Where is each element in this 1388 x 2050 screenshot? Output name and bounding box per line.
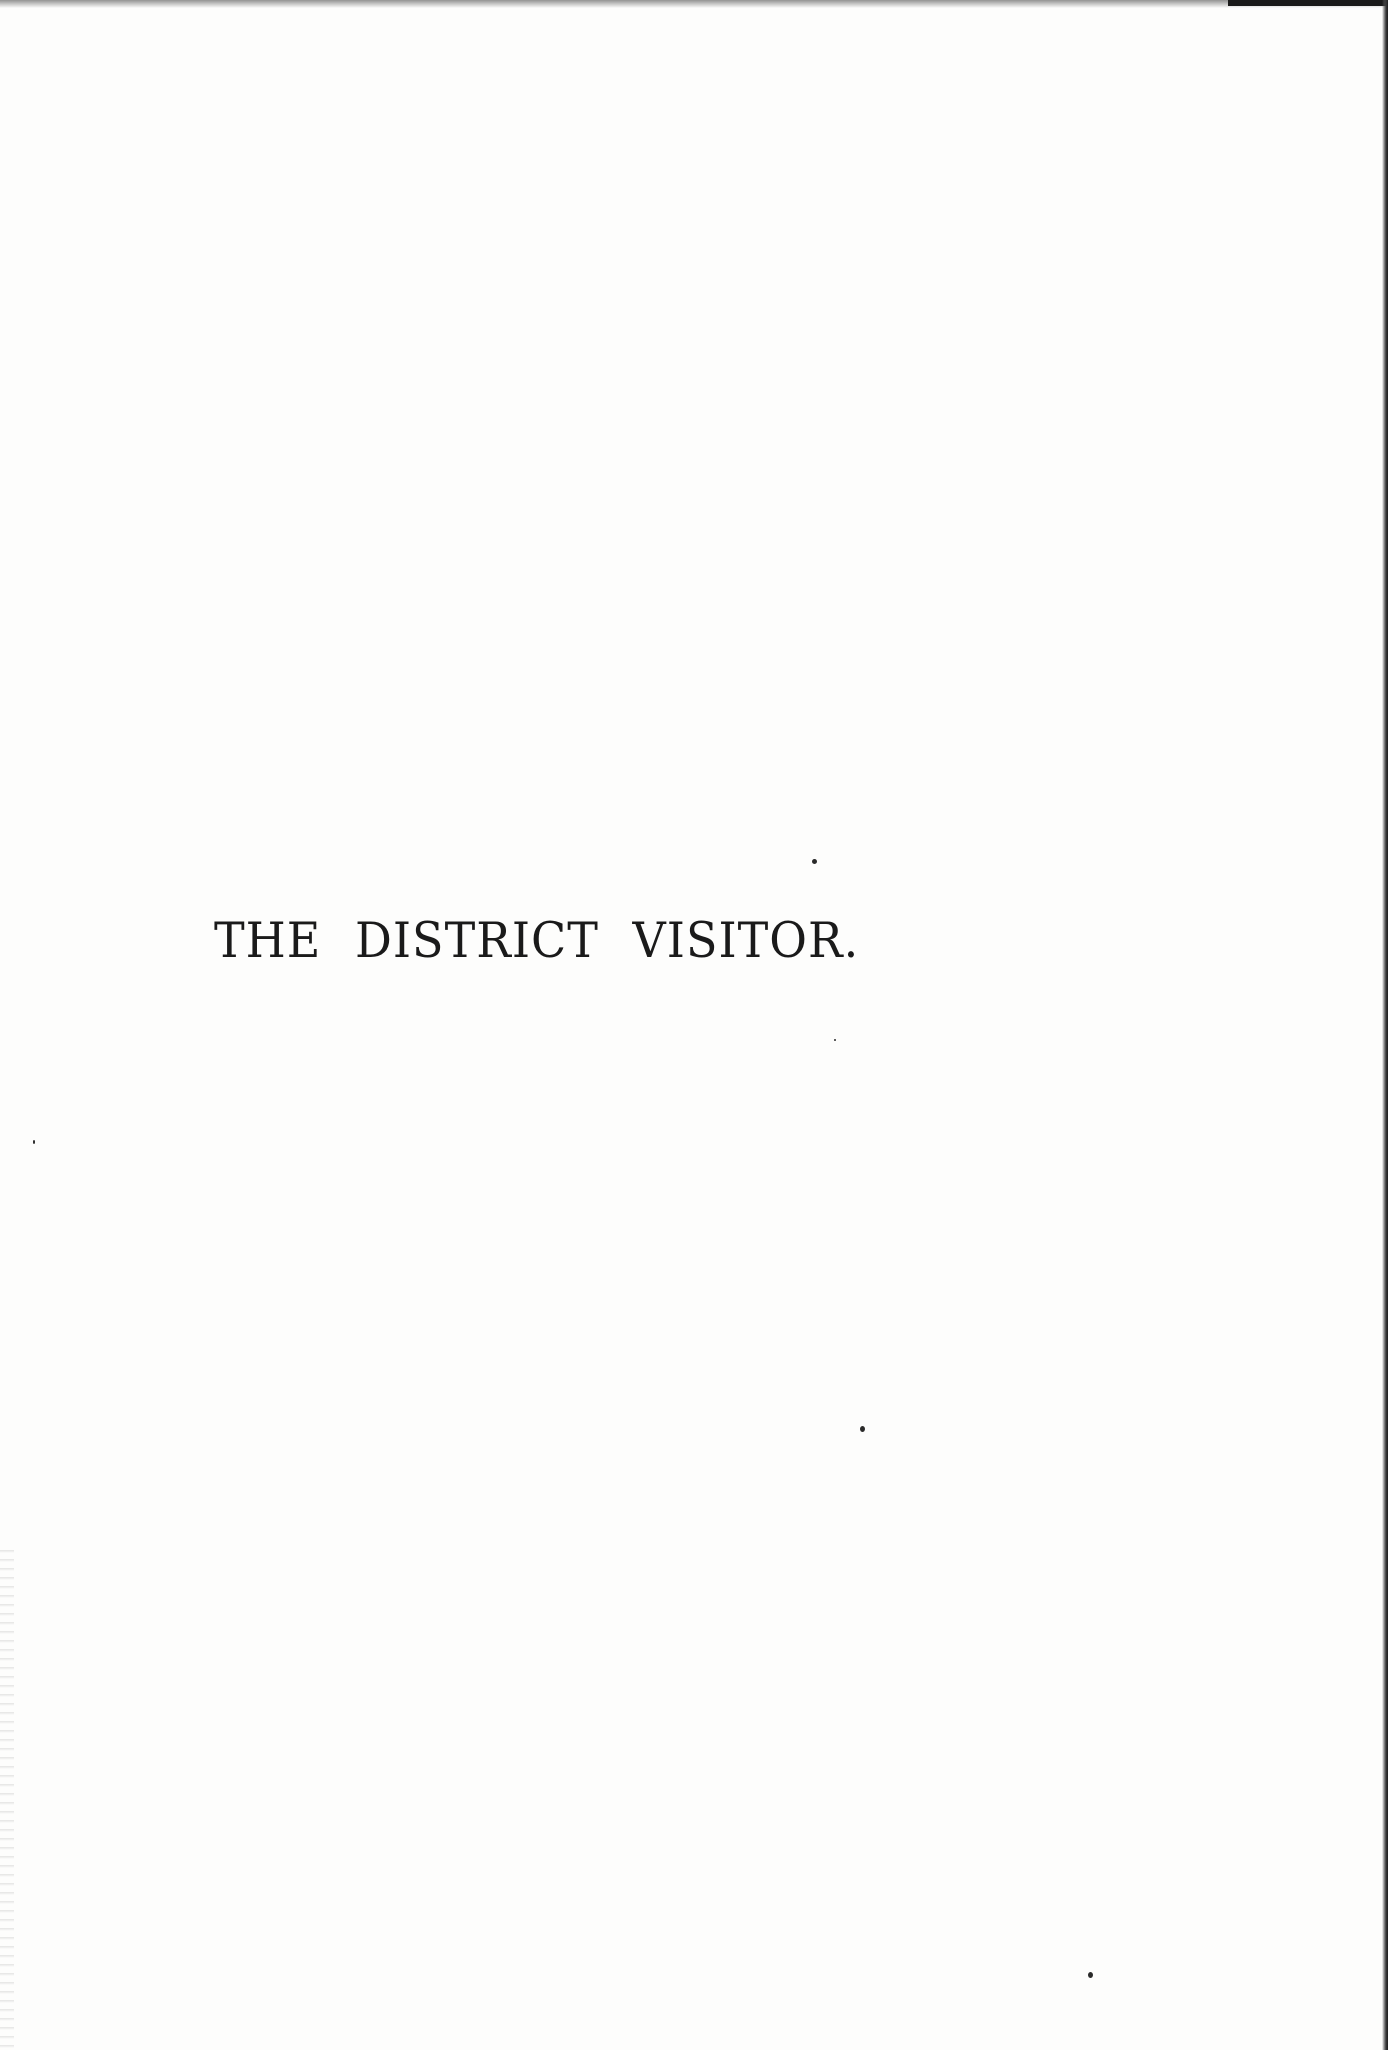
scan-top-edge-dark bbox=[1228, 0, 1388, 6]
scan-left-edge bbox=[0, 1550, 14, 2050]
ink-speck bbox=[812, 859, 817, 864]
ink-speck bbox=[1088, 1972, 1093, 1978]
ink-speck bbox=[33, 1140, 35, 1144]
scan-top-edge bbox=[0, 0, 1388, 8]
scan-binding-edge bbox=[1382, 0, 1388, 2050]
ink-speck bbox=[860, 1426, 865, 1432]
ink-speck bbox=[834, 1039, 836, 1041]
page-title: THE DISTRICT VISITOR. bbox=[214, 912, 860, 969]
